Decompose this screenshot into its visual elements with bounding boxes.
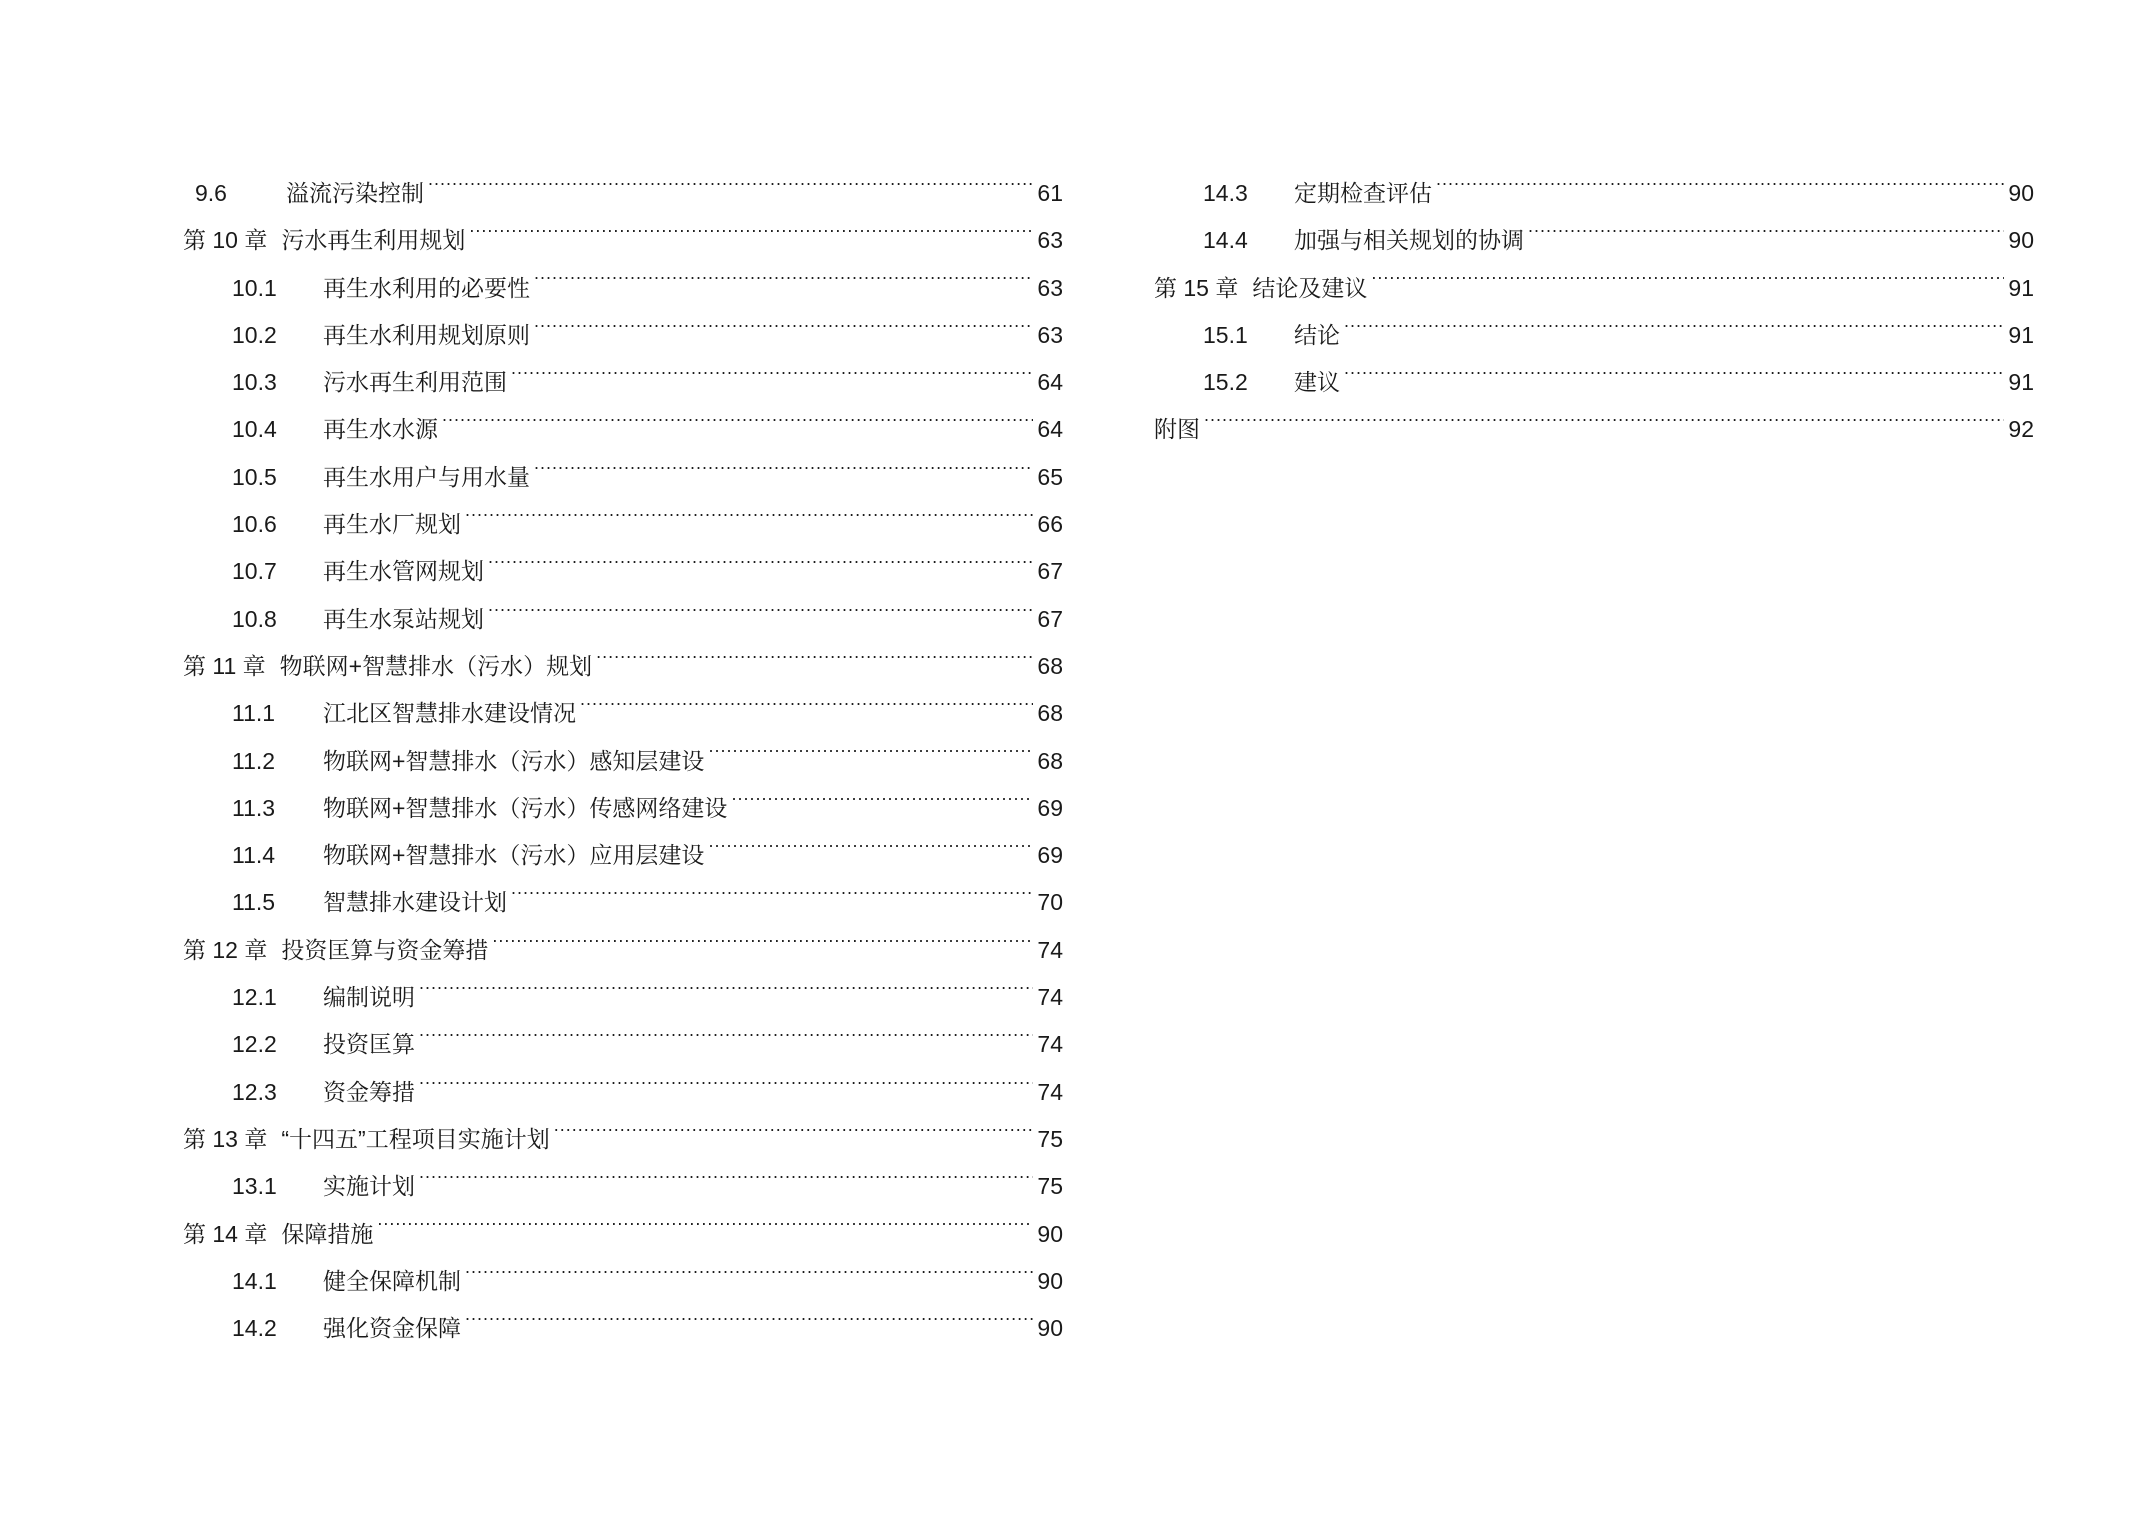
toc-entry[interactable] [232, 406, 1063, 453]
toc-entry[interactable] [232, 1069, 1063, 1116]
toc-entry-number: 第 14 章 [183, 1220, 268, 1247]
toc-dot-leader [428, 178, 1033, 201]
toc-entry-title: 再生水水源 [323, 416, 438, 443]
toc-entry-number: 第 10 章 [183, 227, 268, 254]
toc-dot-leader [469, 225, 1033, 248]
toc-entry-number: 14.3 [1203, 180, 1248, 206]
toc-entry-number: 15.1 [1203, 321, 1248, 348]
toc-entry[interactable] [232, 548, 1063, 595]
toc-entry-number: 14.4 [1203, 227, 1248, 254]
toc-entry-page-number: 91 [2008, 321, 2034, 348]
toc-entry-number: 10.7 [232, 558, 277, 585]
toc-entry-number: 11.3 [232, 794, 276, 821]
toc-entry-number: 11.5 [232, 889, 276, 916]
toc-entry-title: 强化资金保障 [323, 1315, 461, 1342]
toc-dot-leader [511, 367, 1033, 390]
toc-dot-leader [534, 320, 1033, 343]
toc-entry-number: 14.1 [232, 1267, 277, 1294]
toc-entry[interactable] [232, 596, 1063, 643]
toc-entry-number: 10.8 [232, 605, 277, 632]
toc-dot-leader [534, 462, 1033, 485]
toc-entry-page-number: 90 [1037, 1267, 1063, 1294]
toc-entry-page-number: 74 [1037, 936, 1063, 963]
toc-entry-number: 12.2 [232, 1031, 277, 1058]
toc-dot-leader [419, 1077, 1033, 1100]
toc-dot-leader [419, 982, 1033, 1005]
toc-dot-leader [465, 509, 1033, 532]
toc-entry-page-number: 70 [1037, 889, 1063, 916]
toc-entry-title: 加强与相关规划的协调 [1294, 227, 1524, 254]
toc-entry-page-number: 68 [1037, 652, 1063, 679]
toc-dot-leader [488, 604, 1033, 627]
toc-entry-number: 第 15 章 [1154, 274, 1239, 301]
toc-entry-number: 15.2 [1203, 369, 1248, 396]
toc-entry[interactable] [1154, 406, 2034, 453]
toc-entry-page-number: 63 [1037, 227, 1063, 254]
toc-entry[interactable] [232, 312, 1063, 359]
toc-entry-number: 9.6 [195, 180, 227, 206]
toc-entry-number: 第 12 章 [183, 936, 268, 963]
toc-entry-page-number: 74 [1037, 1031, 1063, 1058]
toc-entry-title: 资金筹措 [323, 1078, 415, 1105]
toc-entry-page-number: 74 [1037, 1078, 1063, 1105]
toc-entry[interactable] [232, 359, 1063, 406]
toc-entry-title: 保障措施 [281, 1220, 374, 1247]
toc-entry[interactable] [1154, 265, 2034, 312]
toc-entry-page-number: 64 [1037, 369, 1063, 396]
toc-entry-page-number: 68 [1037, 747, 1063, 774]
toc-dot-leader [1436, 178, 2004, 201]
toc-entry-number: 11.1 [232, 700, 276, 727]
toc-entry-page-number: 69 [1037, 794, 1063, 821]
toc-entry[interactable] [232, 785, 1063, 832]
toc-dot-leader [1371, 273, 2004, 296]
toc-entry-number: 10.1 [232, 274, 277, 301]
toc-entry[interactable] [232, 265, 1063, 312]
toc-entry[interactable] [232, 501, 1063, 548]
toc-entry-title: 溢流污染控制 [286, 180, 424, 206]
toc-entry-title: 投资匡算与资金筹措 [281, 936, 489, 963]
toc-entry-title: 建议 [1294, 369, 1340, 396]
toc-dot-leader [731, 793, 1033, 816]
toc-entry-title: “十四五”工程项目实施计划 [281, 1125, 550, 1152]
toc-entry-title: 物联网+智慧排水（污水）感知层建设 [323, 747, 705, 774]
toc-entry-number: 10.2 [232, 321, 277, 348]
toc-dot-leader [488, 556, 1033, 579]
toc-entry-title: 编制说明 [323, 984, 415, 1011]
toc-entry-page-number: 64 [1037, 416, 1063, 443]
toc-entry-title: 再生水用户与用水量 [323, 463, 530, 490]
toc-entry[interactable] [232, 1305, 1063, 1352]
toc-dot-leader [580, 698, 1033, 721]
toc-entry[interactable] [232, 1021, 1063, 1068]
toc-entry-number: 11.2 [232, 747, 276, 774]
toc-entry-title: 再生水厂规划 [323, 511, 461, 538]
toc-entry-page-number: 69 [1037, 842, 1063, 869]
toc-entry-number: 10.3 [232, 369, 277, 396]
toc-dot-leader [442, 414, 1033, 437]
toc-entry-title: 附图 [1154, 416, 1200, 443]
toc-dot-leader [596, 651, 1033, 674]
toc-entry[interactable] [183, 927, 1063, 974]
toc-entry-page-number: 90 [1037, 1315, 1063, 1342]
toc-entry[interactable] [232, 1258, 1063, 1305]
toc-entry[interactable] [232, 1163, 1063, 1210]
toc-entry-page-number: 75 [1037, 1173, 1063, 1200]
toc-entry-title: 投资匡算 [323, 1031, 415, 1058]
toc-entry-number: 11.4 [232, 842, 276, 869]
toc-entry[interactable] [232, 832, 1063, 879]
toc-entry-number: 12.3 [232, 1078, 277, 1105]
toc-entry-page-number: 67 [1037, 558, 1063, 585]
toc-right-column [1154, 170, 2034, 454]
toc-dot-leader [708, 840, 1033, 863]
toc-entry[interactable] [1203, 170, 2034, 217]
toc-entry[interactable] [232, 454, 1063, 501]
toc-entry-number: 13.1 [232, 1173, 277, 1200]
toc-entry[interactable] [183, 217, 1063, 264]
toc-entry-page-number: 91 [2008, 274, 2034, 301]
toc-entry-page-number: 65 [1037, 463, 1063, 490]
toc-entry-title: 健全保障机制 [323, 1267, 461, 1294]
toc-entry-page-number: 63 [1037, 321, 1063, 348]
toc-entry[interactable] [232, 879, 1063, 926]
toc-entry-title: 结论 [1294, 321, 1340, 348]
toc-entry[interactable] [183, 1116, 1063, 1163]
toc-entry-title: 再生水管网规划 [323, 558, 484, 585]
toc-entry-number: 10.5 [232, 463, 277, 490]
toc-dot-leader [419, 1029, 1033, 1052]
toc-entry-title: 再生水泵站规划 [323, 605, 484, 632]
toc-dot-leader [534, 273, 1033, 296]
toc-entry[interactable] [232, 738, 1063, 785]
toc-entry[interactable] [1203, 359, 2034, 406]
toc-entry-title: 物联网+智慧排水（污水）应用层建设 [323, 842, 705, 869]
toc-entry-page-number: 67 [1037, 605, 1063, 632]
toc-dot-leader [492, 935, 1033, 958]
toc-dot-leader [377, 1219, 1033, 1242]
toc-dot-leader [1344, 367, 2004, 390]
toc-entry[interactable] [195, 170, 1063, 217]
toc-entry-title: 污水再生利用范围 [323, 369, 507, 396]
toc-entry-page-number: 92 [2008, 416, 2034, 443]
toc-entry-page-number: 90 [1037, 1220, 1063, 1247]
toc-dot-leader [465, 1313, 1033, 1336]
toc-entry-page-number: 68 [1037, 700, 1063, 727]
toc-entry-number: 第 11 章 [183, 652, 266, 679]
toc-entry[interactable] [183, 1211, 1063, 1258]
toc-entry-page-number: 90 [2008, 180, 2034, 206]
toc-left-column [183, 170, 1063, 1352]
toc-entry-page-number: 91 [2008, 369, 2034, 396]
toc-entry[interactable] [1203, 217, 2034, 264]
toc-entry-number: 14.2 [232, 1315, 277, 1342]
toc-entry-page-number: 63 [1037, 274, 1063, 301]
toc-entry-title: 再生水利用规划原则 [323, 321, 530, 348]
toc-entry-title: 污水再生利用规划 [281, 227, 466, 254]
toc-entry[interactable] [183, 643, 1063, 690]
toc-dot-leader [1528, 225, 2004, 248]
toc-dot-leader [554, 1124, 1034, 1147]
toc-dot-leader [419, 1171, 1033, 1194]
toc-entry-title: 智慧排水建设计划 [323, 889, 507, 916]
toc-dot-leader [708, 746, 1033, 769]
toc-entry-title: 物联网+智慧排水（污水）传感网络建设 [323, 794, 728, 821]
toc-entry-title: 实施计划 [323, 1173, 415, 1200]
toc-entry-number: 10.4 [232, 416, 277, 443]
toc-entry-page-number: 90 [2008, 227, 2034, 254]
toc-entry[interactable] [232, 690, 1063, 737]
toc-entry[interactable] [1203, 312, 2034, 359]
toc-entry-title: 结论及建议 [1252, 274, 1368, 301]
toc-entry-number: 10.6 [232, 511, 277, 538]
toc-entry-title: 再生水利用的必要性 [323, 274, 530, 301]
toc-dot-leader [465, 1266, 1033, 1289]
toc-entry-title: 定期检查评估 [1294, 180, 1432, 206]
toc-entry-number: 12.1 [232, 984, 277, 1011]
toc-entry-page-number: 61 [1037, 180, 1063, 206]
toc-entry-page-number: 74 [1037, 984, 1063, 1011]
toc-entry[interactable] [232, 974, 1063, 1021]
toc-entry-page-number: 66 [1037, 511, 1063, 538]
toc-dot-leader [1344, 320, 2004, 343]
toc-entry-page-number: 75 [1037, 1125, 1063, 1152]
toc-entry-title: 物联网+智慧排水（污水）规划 [279, 652, 593, 679]
toc-entry-title: 江北区智慧排水建设情况 [323, 700, 576, 727]
toc-dot-leader [1204, 414, 2004, 437]
toc-entry-number: 第 13 章 [183, 1125, 268, 1152]
toc-dot-leader [511, 887, 1033, 910]
